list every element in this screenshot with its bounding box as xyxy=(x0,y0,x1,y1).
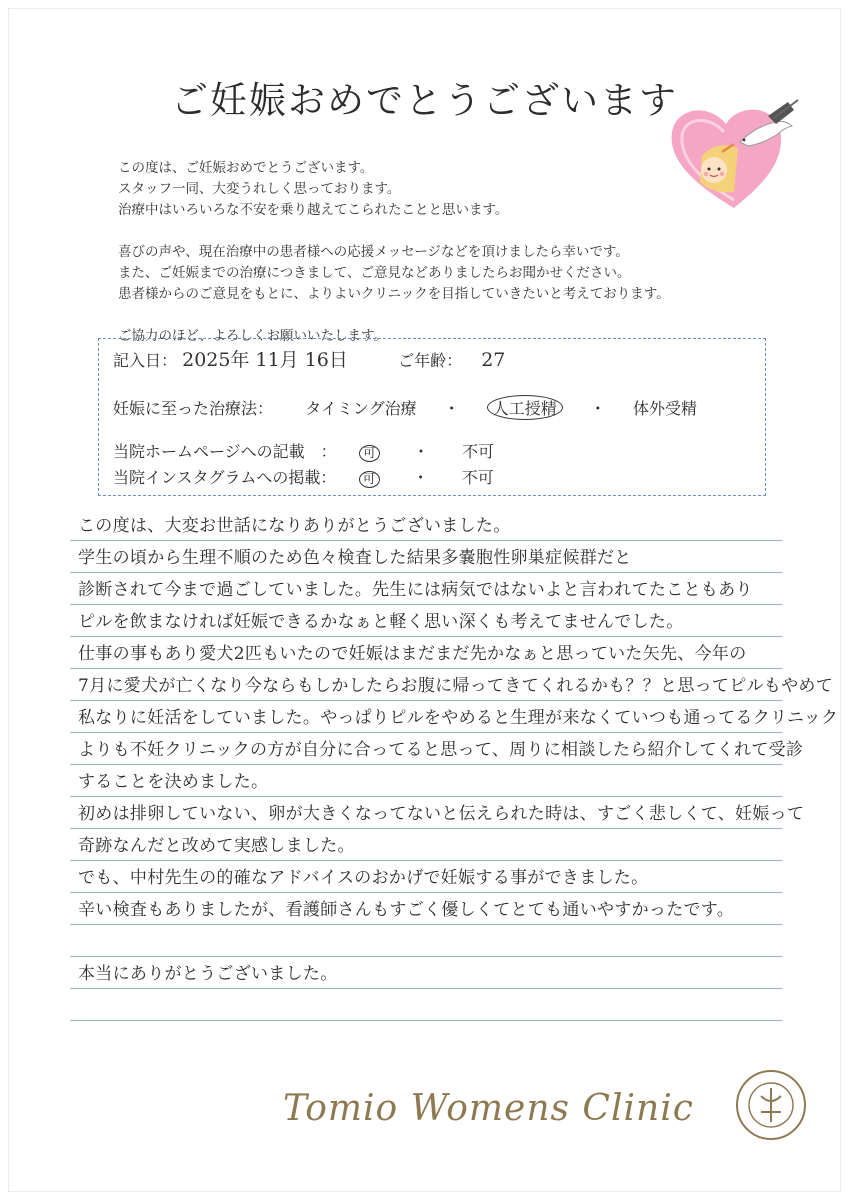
separator: ・ xyxy=(412,468,429,487)
message-line xyxy=(70,862,782,893)
message-text: 初めは排卵していない、卵が大きくなってないと伝えられた時は、すごく悲しくて、妊娠って xyxy=(78,804,805,824)
separator: ・ xyxy=(589,399,606,418)
message-text: 本当にありがとうございました。 xyxy=(78,964,338,984)
homepage-permit-no[interactable]: 不可 xyxy=(462,442,495,461)
date-age-row xyxy=(113,345,505,372)
message-text: 学生の頃から生理不順のため色々検査した結果多嚢胞性卵巣症候群だと xyxy=(78,548,632,568)
treatment-option-iui-selected[interactable]: 人工授精 xyxy=(487,395,563,420)
handwritten-message xyxy=(70,510,839,1030)
survey-form xyxy=(98,338,766,496)
homepage-label: 当院ホームページへの記載 ： xyxy=(113,442,337,461)
intro-line: この度は、ご妊娠おめでとうございます。 xyxy=(118,160,374,176)
intro-line: 患者様からのご意見をもとに、よりよいクリニックを目指していきたいと考えております。 xyxy=(118,286,670,302)
treatment-option-timing[interactable]: タイミング治療 xyxy=(305,399,417,418)
message-line xyxy=(70,990,782,1021)
message-line xyxy=(70,894,782,925)
date-label: 記入日： xyxy=(113,351,178,370)
intro-line: また、ご妊娠までの治療につきまして、ご意見などありましたらお聞かせください。 xyxy=(118,265,631,281)
message-line xyxy=(70,606,782,637)
message-text: ピルを飲まなければ妊娠できるかなぁと軽く思い深くも考えてませんでした。 xyxy=(78,612,684,632)
clinic-seal-logo xyxy=(734,1068,808,1142)
message-text: 診断されて今まで過ごしていました。先生には病気ではないよと言われてたこともあり xyxy=(78,580,753,600)
message-line xyxy=(70,958,782,989)
homepage-consent-row xyxy=(113,439,494,462)
message-text: この度は、大変お世話になりありがとうございました。 xyxy=(78,516,511,536)
message-text: 仕事の事もあり愛犬2匹もいたので妊娠はまだまだ先かなぁと思っていた矢先、今年の xyxy=(78,644,747,664)
intro-paragraph xyxy=(118,242,768,305)
intro-paragraph xyxy=(118,158,768,221)
intro-line: スタッフ一同、大変うれしく思っております。 xyxy=(118,181,401,197)
instagram-consent-row xyxy=(113,465,494,488)
age-label: ご年齢： xyxy=(398,351,463,370)
intro-message xyxy=(118,158,768,347)
message-line xyxy=(70,830,782,861)
homepage-permit-yes-selected[interactable]: 可 xyxy=(359,445,380,462)
message-text: 7月に愛犬が亡くなり今ならもしかしたらお腹に帰ってきてくれるかも？？と思ってピルもやめて xyxy=(78,676,834,696)
message-line xyxy=(70,766,782,797)
message-line xyxy=(70,734,804,765)
age-value[interactable]: 27 xyxy=(481,349,506,371)
separator: ・ xyxy=(443,399,460,418)
message-text: 私なりに妊活をしていました。やっぱりピルをやめると生理が来なくていつも通ってるクリニック xyxy=(78,708,839,728)
date-value[interactable]: 2025年 11月 16日 xyxy=(182,349,348,371)
intro-line: ご協力のほど、よろしくお願いいたします。 xyxy=(118,328,387,344)
intro-line: 喜びの声や、現在治療中の患者様への応援メッセージなどを頂けましたら幸いです。 xyxy=(118,244,629,260)
clinic-logo-text: Tomio Womens Clinic xyxy=(283,1088,694,1129)
treatment-row xyxy=(113,395,697,420)
message-line xyxy=(70,926,782,957)
message-text: 辛い検査もありましたが、看護師さんもすごく優しくてとても通いやすかったです。 xyxy=(78,900,735,920)
message-line xyxy=(70,670,834,701)
instagram-permit-yes-selected[interactable]: 可 xyxy=(359,471,380,488)
instagram-permit-no[interactable]: 不可 xyxy=(461,468,494,487)
message-line xyxy=(70,638,782,669)
intro-line: 治療中はいろいろな不安を乗り越えてこられたことと思います。 xyxy=(118,202,509,218)
message-line xyxy=(70,574,782,605)
message-text: でも、中村先生の的確なアドバイスのおかげで妊娠する事ができました。 xyxy=(78,868,649,888)
message-text: よりも不妊クリニックの方が自分に合ってると思って、周りに相談したら紹介してくれて受診 xyxy=(78,740,804,760)
page-title: ご妊娠おめでとうございます xyxy=(171,79,678,122)
message-line xyxy=(70,542,782,573)
message-line xyxy=(70,702,839,733)
treatment-label: 妊娠に至った治療法： xyxy=(113,399,274,418)
message-text: 奇跡なんだと改めて実感しました。 xyxy=(78,836,355,856)
message-text: することを決めました。 xyxy=(78,772,269,792)
treatment-option-ivf[interactable]: 体外受精 xyxy=(633,399,698,418)
separator: ・ xyxy=(412,442,429,461)
instagram-label: 当院インスタグラムへの掲載： xyxy=(113,468,337,487)
message-line xyxy=(70,510,782,541)
message-line xyxy=(70,798,805,829)
